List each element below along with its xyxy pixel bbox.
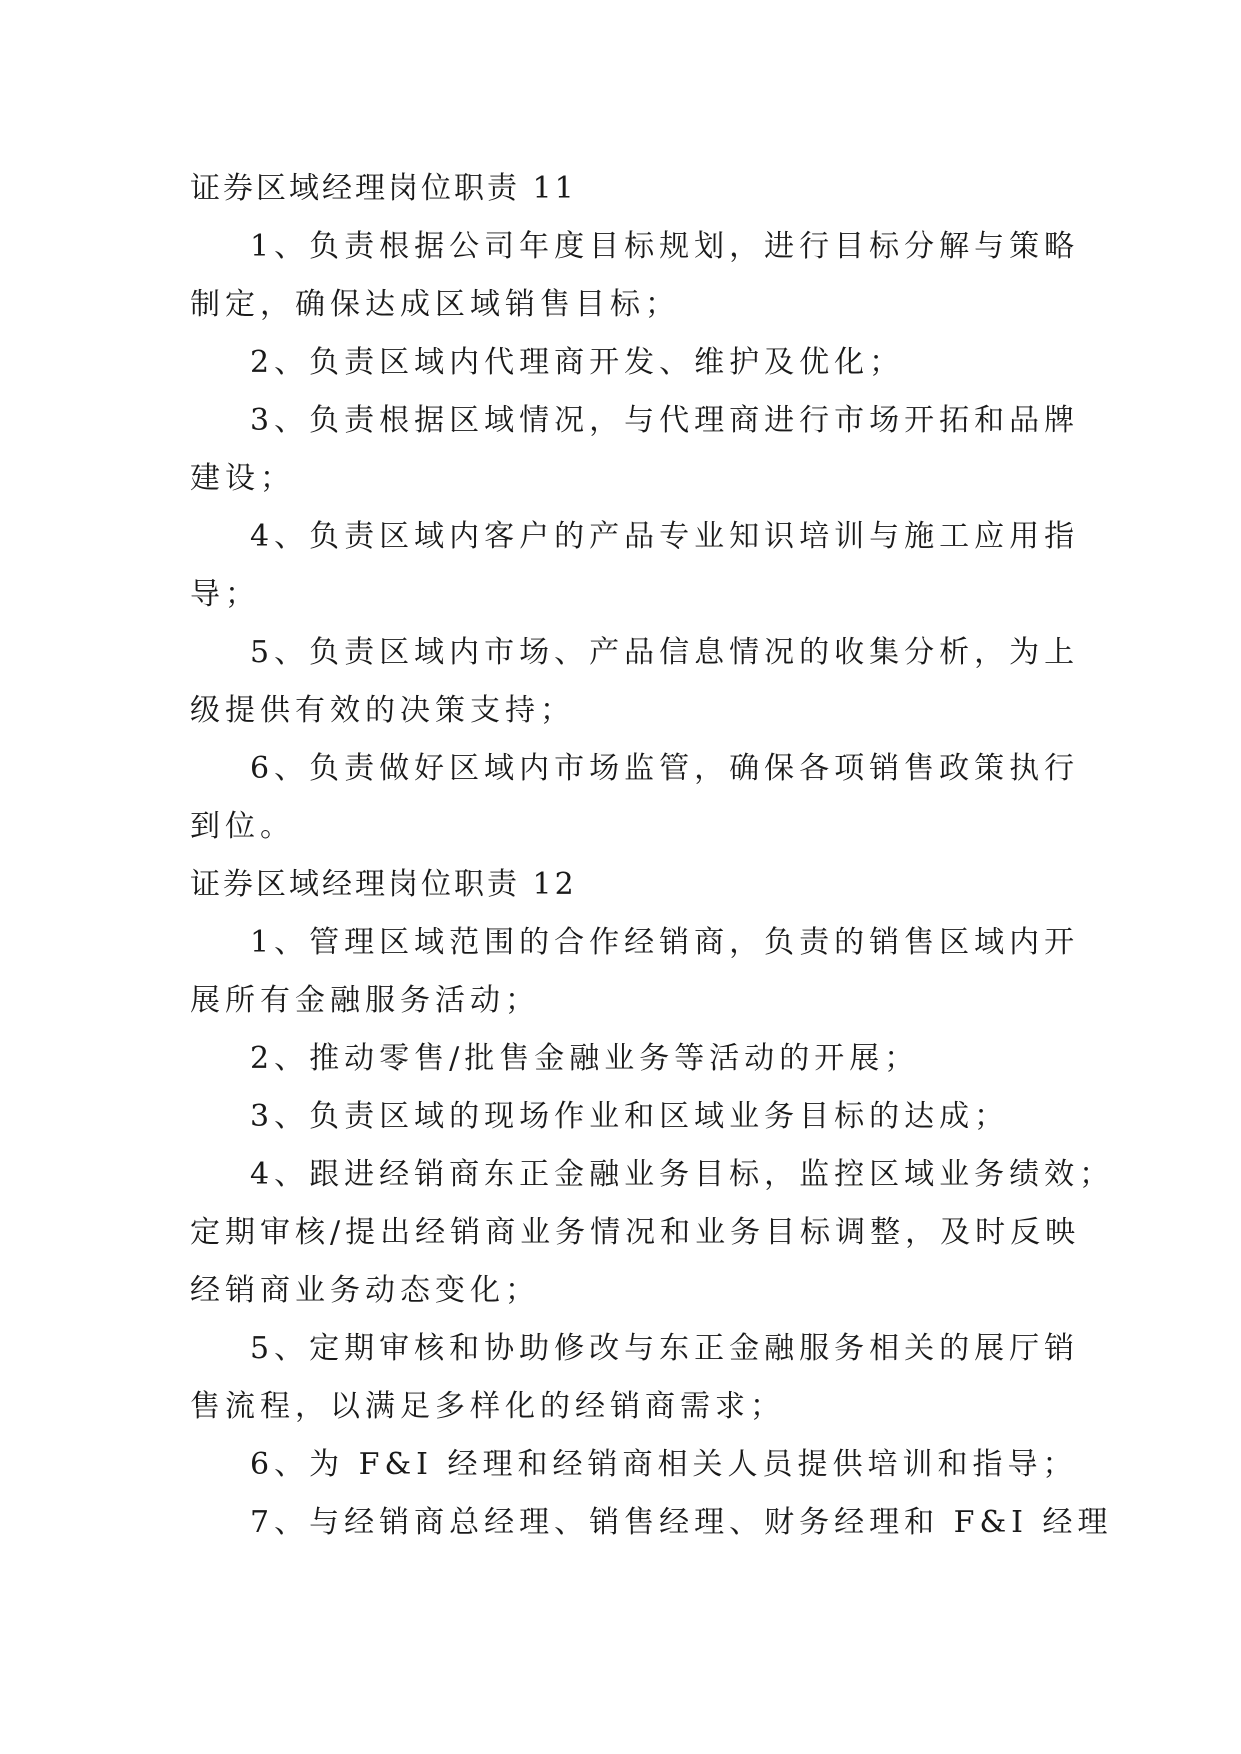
paragraph-line: 5、定期审核和协助修改与东正金融服务相关的展厅销 <box>250 1331 1080 1366</box>
paragraph-line: 5、负责区域内市场、产品信息情况的收集分析，为上 <box>250 635 1080 670</box>
paragraph-line: 到位。 <box>190 809 295 844</box>
paragraph-line: 1、负责根据公司年度目标规划，进行目标分解与策略 <box>250 229 1080 264</box>
paragraph-line: 制定，确保达成区域销售目标； <box>190 287 680 322</box>
paragraph-line: 导； <box>190 577 260 612</box>
paragraph-line: 售流程，以满足多样化的经销商需求； <box>190 1389 785 1424</box>
paragraph-line: 2、负责区域内代理商开发、维护及优化； <box>250 345 905 380</box>
paragraph-line: 展所有金融服务活动； <box>190 983 540 1018</box>
paragraph-line: 定期审核/提出经销商业务情况和业务目标调整，及时反映 <box>190 1215 1081 1250</box>
paragraph-line: 4、负责区域内客户的产品专业知识培训与施工应用指 <box>250 519 1080 554</box>
section-11-heading: 证券区域经理岗位职责 11 <box>190 171 577 206</box>
section-12-heading: 证券区域经理岗位职责 12 <box>190 867 577 902</box>
paragraph-line: 2、推动零售/批售金融业务等活动的开展； <box>250 1041 920 1076</box>
paragraph-line: 建设； <box>190 461 295 496</box>
paragraph-line: 3、负责根据区域情况，与代理商进行市场开拓和品牌 <box>250 403 1080 438</box>
paragraph-line: 4、跟进经销商东正金融业务目标，监控区域业务绩效； <box>250 1157 1115 1192</box>
paragraph-line: 6、负责做好区域内市场监管，确保各项销售政策执行 <box>250 751 1080 786</box>
paragraph-line: 级提供有效的决策支持； <box>190 693 575 728</box>
paragraph-line: 1、管理区域范围的合作经销商，负责的销售区域内开 <box>250 925 1080 960</box>
paragraph-line: 6、为 F&I 经理和经销商相关人员提供培训和指导； <box>250 1447 1078 1482</box>
document-page <box>190 160 1115 1552</box>
paragraph-line: 3、负责区域的现场作业和区域业务目标的达成； <box>250 1099 1010 1134</box>
paragraph-line: 7、与经销商总经理、销售经理、财务经理和 F&I 经理 <box>250 1505 1113 1540</box>
paragraph-line: 经销商业务动态变化； <box>190 1273 540 1308</box>
